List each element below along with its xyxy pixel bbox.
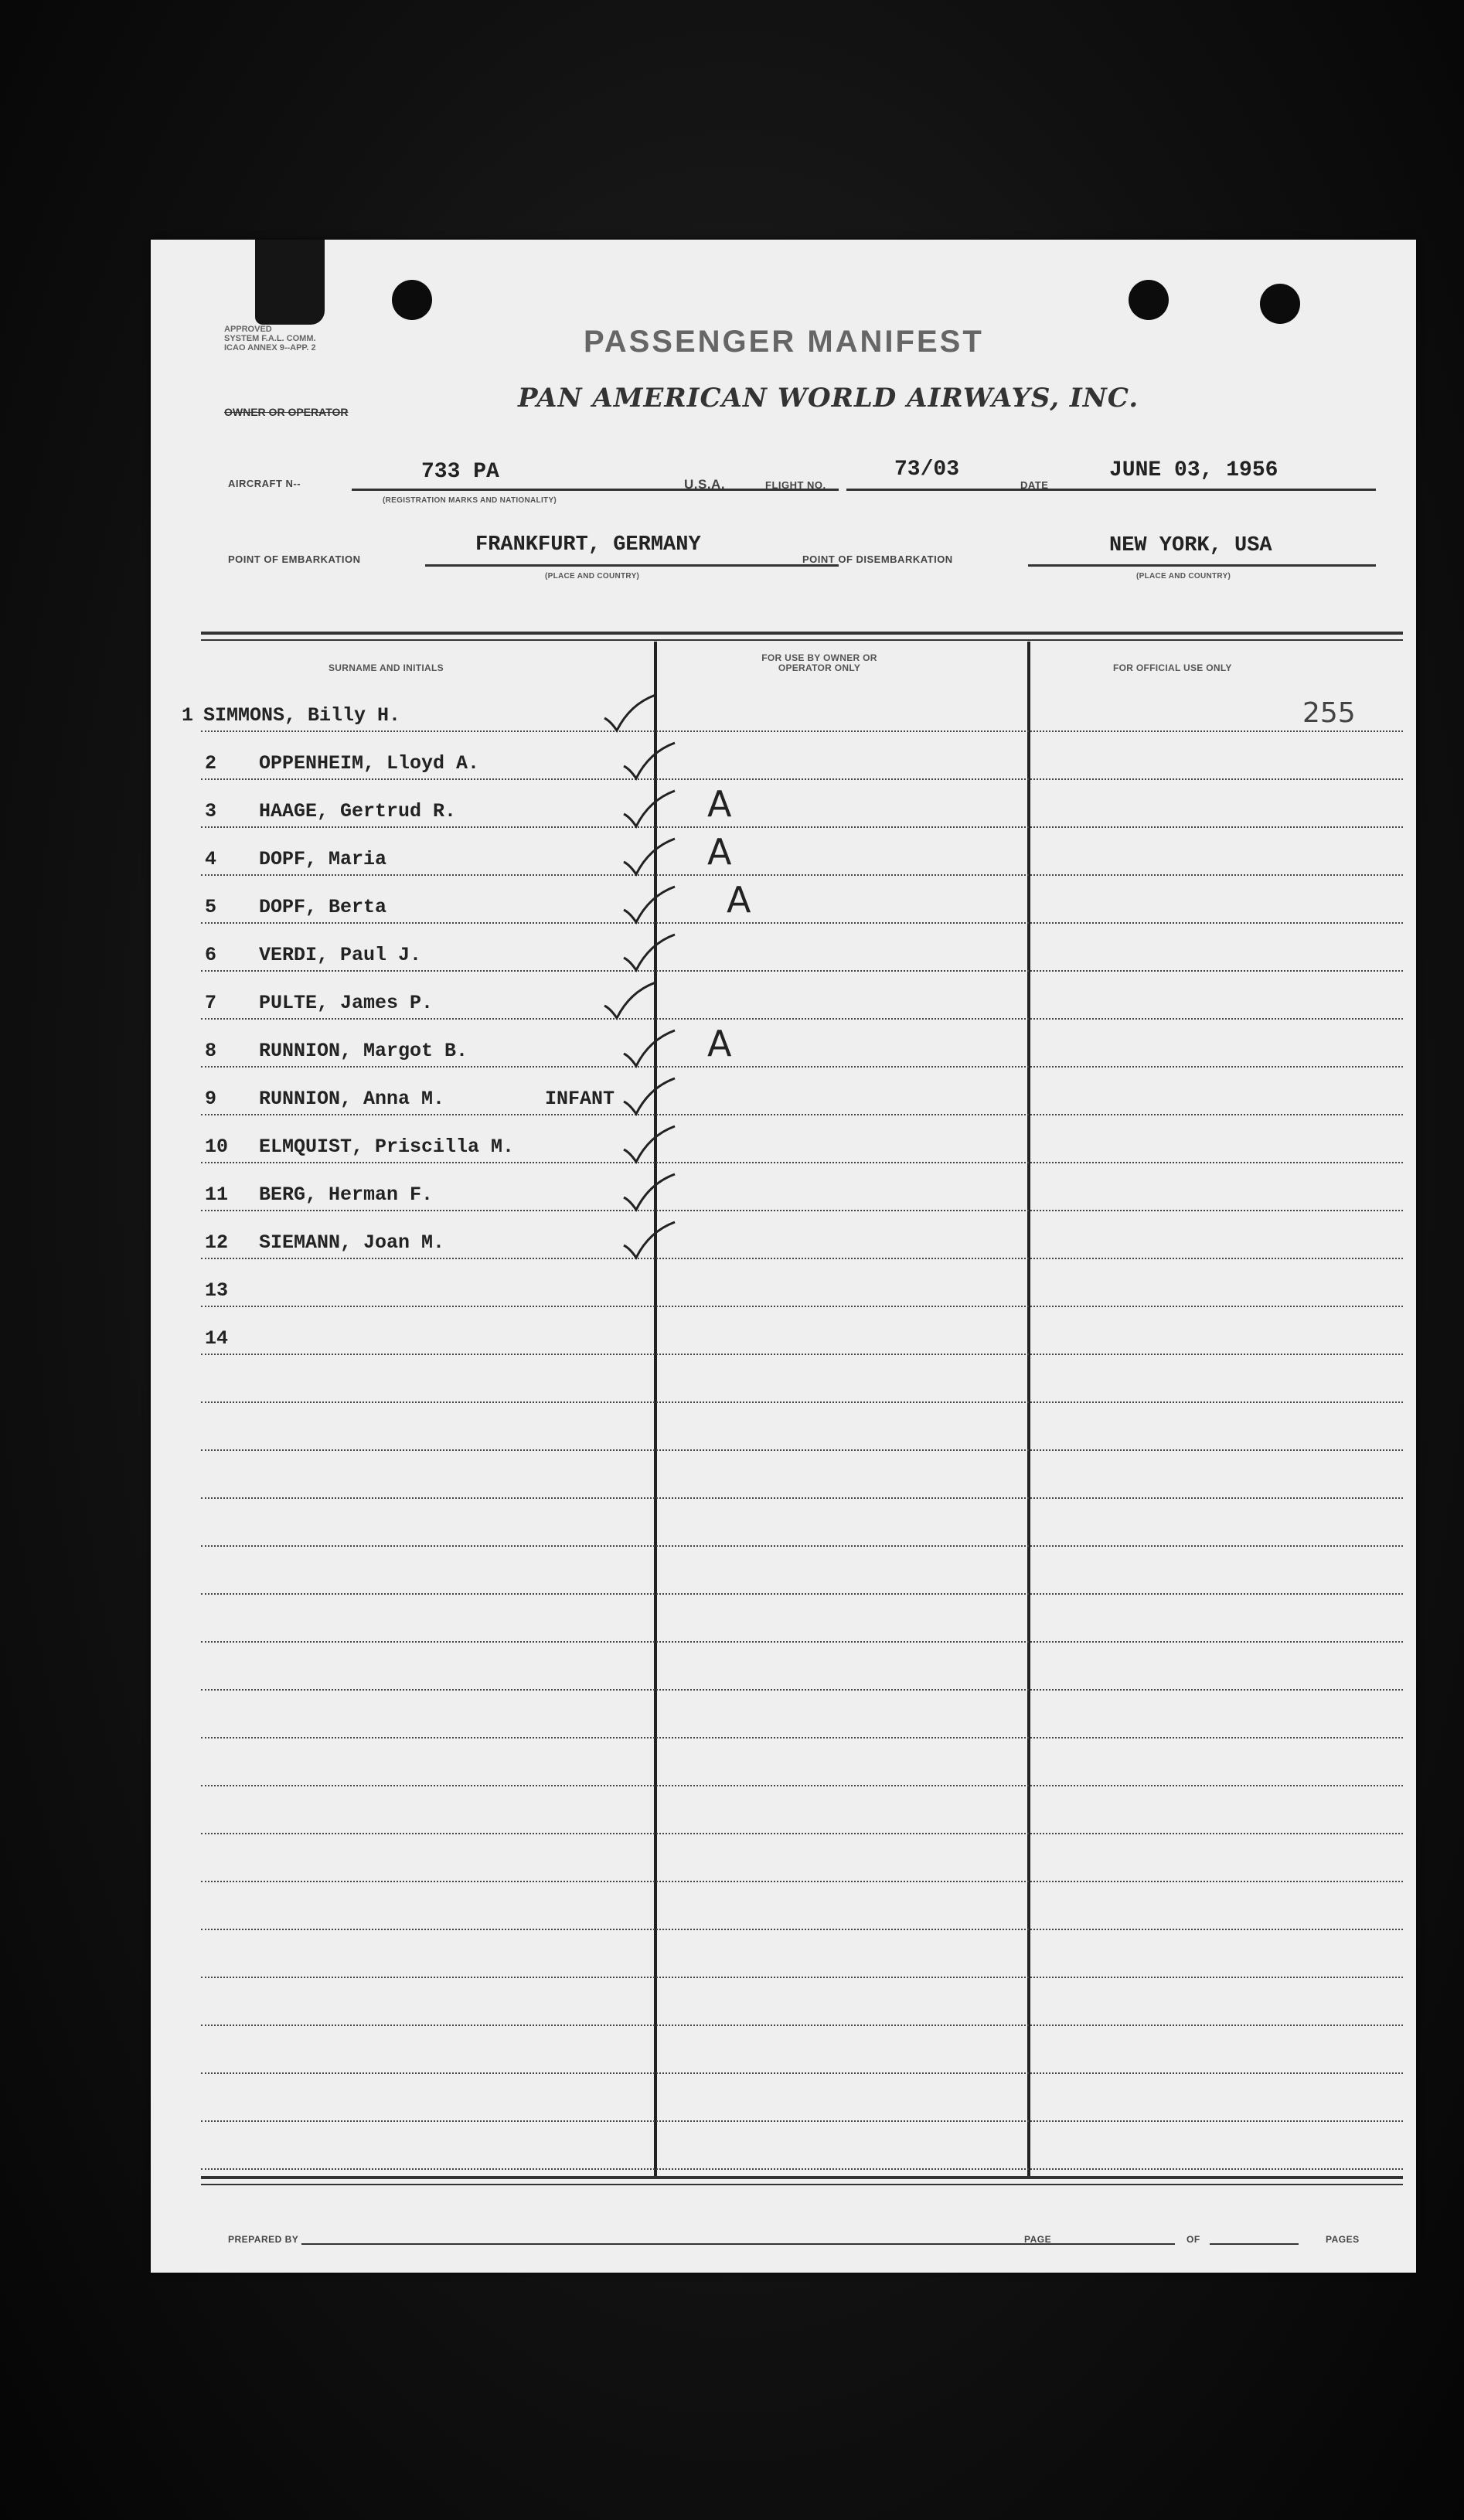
flight-label: FLIGHT NO. bbox=[765, 479, 826, 491]
row-number: 13 bbox=[205, 1279, 229, 1302]
punch-hole bbox=[1260, 284, 1300, 324]
of-line bbox=[1210, 2243, 1299, 2245]
airline-name: PAN AMERICAN WORLD AIRWAYS, INC. bbox=[518, 383, 1139, 414]
row-rule bbox=[201, 2120, 1403, 2122]
checkmark-icon bbox=[622, 1222, 676, 1261]
passenger-name: HAAGE, Gertrud R. bbox=[259, 800, 457, 822]
approval-note: APPROVED SYSTEM F.A.L. COMM. ICAO ANNEX 9--APP. 2 bbox=[224, 325, 316, 352]
punch-hole bbox=[1129, 280, 1169, 320]
official-number: 255 bbox=[1302, 697, 1356, 729]
row-number: 5 bbox=[205, 896, 217, 918]
embarkation-sublabel: (PLACE AND COUNTRY) bbox=[545, 572, 640, 581]
binder-tab bbox=[255, 240, 325, 325]
table-row bbox=[151, 1231, 1411, 1262]
embarkation-value: FRANKFURT, GERMANY bbox=[475, 533, 701, 557]
manifest-sheet bbox=[151, 240, 1416, 2273]
row-rule bbox=[201, 1881, 1403, 1882]
table-top-rule bbox=[201, 632, 1403, 641]
checkmark-icon bbox=[603, 695, 657, 734]
column-header-surname: SURNAME AND INITIALS bbox=[329, 662, 444, 673]
row-number: 14 bbox=[205, 1327, 229, 1350]
aircraft-value: 733 PA bbox=[421, 460, 499, 484]
row-number: 9 bbox=[205, 1088, 217, 1110]
page-label: PAGE bbox=[1024, 2234, 1052, 2245]
handwritten-mark: A bbox=[707, 831, 732, 873]
date-label: DATE bbox=[1020, 479, 1049, 491]
flight-value: 73/03 bbox=[894, 458, 960, 482]
embarkation-underline bbox=[425, 564, 839, 567]
table-row bbox=[151, 944, 1411, 975]
row-number: 12 bbox=[205, 1231, 229, 1254]
passenger-name: BERG, Herman F. bbox=[259, 1183, 434, 1206]
checkmark-icon bbox=[622, 743, 676, 782]
row-number: 4 bbox=[205, 848, 217, 870]
row-rule bbox=[201, 1545, 1403, 1547]
embarkation-label: POINT OF EMBARKATION bbox=[228, 553, 361, 565]
row-number: 1 bbox=[182, 704, 194, 727]
table-row bbox=[151, 704, 1411, 735]
checkmark-icon bbox=[622, 839, 676, 877]
column-header-owner: FOR USE BY OWNER OR OPERATOR ONLY bbox=[761, 652, 877, 673]
disembarkation-value: NEW YORK, USA bbox=[1109, 534, 1272, 557]
checkmark-icon bbox=[622, 1126, 676, 1165]
row-rule bbox=[201, 1401, 1403, 1403]
prepared-by-label: PREPARED BY bbox=[228, 2234, 299, 2245]
passenger-name: SIMMONS, Billy H. bbox=[203, 704, 401, 727]
owner-label: OWNER OR OPERATOR bbox=[224, 406, 349, 418]
row-rule bbox=[201, 1497, 1403, 1499]
passenger-name: SIEMANN, Joan M. bbox=[259, 1231, 445, 1254]
row-number: 3 bbox=[205, 800, 217, 822]
row-rule bbox=[201, 1737, 1403, 1738]
table-row bbox=[151, 879, 1411, 927]
row-number: 6 bbox=[205, 944, 217, 966]
row-rule bbox=[201, 1833, 1403, 1834]
checkmark-icon bbox=[622, 1030, 676, 1069]
passenger-name: VERDI, Paul J. bbox=[259, 944, 422, 966]
row-number: 11 bbox=[205, 1183, 229, 1206]
passenger-name: RUNNION, Anna M. bbox=[259, 1088, 445, 1110]
passenger-note: INFANT bbox=[545, 1088, 615, 1110]
table-row bbox=[151, 1023, 1411, 1071]
passenger-name: PULTE, James P. bbox=[259, 992, 434, 1014]
row-rule bbox=[201, 1977, 1403, 1978]
disembarkation-underline bbox=[1028, 564, 1376, 567]
flight-underline bbox=[846, 489, 1086, 491]
checkmark-icon bbox=[603, 982, 657, 1021]
passenger-name: DOPF, Berta bbox=[259, 896, 387, 918]
row-number: 10 bbox=[205, 1136, 229, 1158]
column-header-official: FOR OFFICIAL USE ONLY bbox=[1113, 662, 1232, 673]
row-rule bbox=[201, 1449, 1403, 1451]
table-row bbox=[151, 1088, 1411, 1119]
table-row bbox=[151, 992, 1411, 1023]
checkmark-icon bbox=[622, 935, 676, 973]
passenger-name: ELMQUIST, Priscilla M. bbox=[259, 1136, 515, 1158]
table-row bbox=[151, 1136, 1411, 1166]
passenger-name: OPPENHEIM, Lloyd A. bbox=[259, 752, 480, 775]
date-underline bbox=[1059, 489, 1376, 491]
row-rule bbox=[201, 2072, 1403, 2074]
table-bottom-rule bbox=[201, 2176, 1403, 2185]
row-rule bbox=[201, 1785, 1403, 1786]
table-row bbox=[151, 1327, 1411, 1358]
pages-label: PAGES bbox=[1326, 2234, 1360, 2245]
handwritten-mark: A bbox=[707, 1023, 732, 1064]
nationality-label: U.S.A. bbox=[684, 477, 726, 492]
table-row bbox=[151, 1183, 1411, 1214]
checkmark-icon bbox=[622, 1174, 676, 1213]
row-rule bbox=[201, 1689, 1403, 1691]
table-row bbox=[151, 752, 1411, 783]
disembarkation-label: POINT OF DISEMBARKATION bbox=[802, 553, 953, 565]
checkmark-icon bbox=[622, 791, 676, 829]
passenger-name: RUNNION, Margot B. bbox=[259, 1040, 468, 1062]
row-number: 7 bbox=[205, 992, 217, 1014]
row-rule bbox=[201, 1929, 1403, 1930]
row-rule bbox=[201, 1641, 1403, 1643]
table-row bbox=[151, 1279, 1411, 1310]
row-rule bbox=[201, 2168, 1403, 2170]
handwritten-mark: A bbox=[707, 783, 732, 825]
row-number: 8 bbox=[205, 1040, 217, 1062]
of-label: OF bbox=[1187, 2234, 1200, 2245]
row-rule bbox=[201, 1593, 1403, 1595]
handwritten-mark: A bbox=[727, 879, 751, 921]
table-row bbox=[151, 783, 1411, 831]
row-number: 2 bbox=[205, 752, 217, 775]
aircraft-label: AIRCRAFT N-- bbox=[228, 478, 301, 489]
checkmark-icon bbox=[622, 887, 676, 925]
checkmark-icon bbox=[622, 1078, 676, 1117]
table-row bbox=[151, 831, 1411, 879]
disembarkation-sublabel: (PLACE AND COUNTRY) bbox=[1136, 572, 1231, 581]
aircraft-sublabel: (REGISTRATION MARKS AND NATIONALITY) bbox=[383, 496, 557, 505]
page-title: PASSENGER MANIFEST bbox=[584, 325, 984, 359]
date-value: JUNE 03, 1956 bbox=[1109, 458, 1278, 482]
punch-hole bbox=[392, 280, 432, 320]
row-rule bbox=[201, 2025, 1403, 2026]
passenger-name: DOPF, Maria bbox=[259, 848, 387, 870]
